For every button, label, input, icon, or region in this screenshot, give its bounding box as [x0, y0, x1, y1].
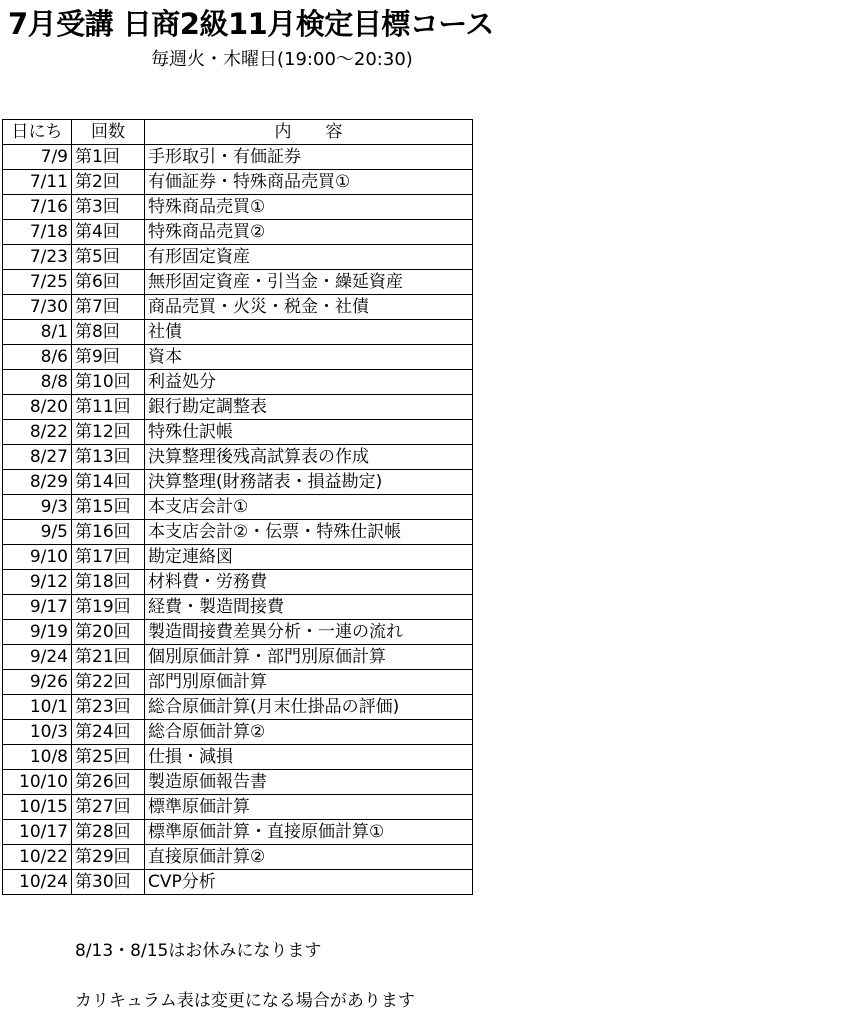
session-cell: 第16回: [72, 520, 145, 545]
table-row: [3, 370, 473, 395]
schedule-subtitle: 毎週火・木曜日(19:00～20:30): [151, 49, 413, 70]
content-cell: 資本: [145, 345, 473, 370]
table-row: [3, 745, 473, 770]
date-cell: 8/6: [3, 345, 72, 370]
session-cell: 第13回: [72, 445, 145, 470]
content-cell: 製造原価報告書: [145, 770, 473, 795]
table-row: [3, 195, 473, 220]
table-body: [3, 145, 473, 895]
session-cell: 第27回: [72, 795, 145, 820]
column-header-content: 内 容: [145, 120, 473, 145]
session-cell: 第6回: [72, 270, 145, 295]
session-cell: 第14回: [72, 470, 145, 495]
date-cell: 10/22: [3, 845, 72, 870]
session-cell: 第15回: [72, 495, 145, 520]
session-cell: 第30回: [72, 870, 145, 895]
table-header-row: [3, 120, 473, 145]
content-cell: 特殊商品売買②: [145, 220, 473, 245]
date-cell: 9/10: [3, 545, 72, 570]
date-cell: 8/20: [3, 395, 72, 420]
date-cell: 8/27: [3, 445, 72, 470]
table-row: [3, 520, 473, 545]
table-row: [3, 870, 473, 895]
session-cell: 第29回: [72, 845, 145, 870]
table-row: [3, 395, 473, 420]
session-cell: 第4回: [72, 220, 145, 245]
content-cell: 経費・製造間接費: [145, 595, 473, 620]
content-cell: 社債: [145, 320, 473, 345]
date-cell: 10/15: [3, 795, 72, 820]
table-row: [3, 345, 473, 370]
session-cell: 第12回: [72, 420, 145, 445]
page-title: 7月受講 日商2級11月検定目標コース: [8, 7, 494, 41]
table-row: [3, 620, 473, 645]
date-cell: 9/12: [3, 570, 72, 595]
table-row: [3, 770, 473, 795]
content-cell: 部門別原価計算: [145, 670, 473, 695]
content-cell: 商品売買・火災・税金・社債: [145, 295, 473, 320]
table-row: [3, 595, 473, 620]
content-cell: 標準原価計算・直接原価計算①: [145, 820, 473, 845]
content-cell: 有価証券・特殊商品売買①: [145, 170, 473, 195]
date-cell: 9/5: [3, 520, 72, 545]
date-cell: 7/25: [3, 270, 72, 295]
table-row: [3, 720, 473, 745]
content-cell: 直接原価計算②: [145, 845, 473, 870]
table-row: [3, 570, 473, 595]
table-row: [3, 645, 473, 670]
table-row: [3, 670, 473, 695]
content-cell: 決算整理後残高試算表の作成: [145, 445, 473, 470]
date-cell: 7/9: [3, 145, 72, 170]
table-row: [3, 170, 473, 195]
table-row: [3, 320, 473, 345]
content-cell: 特殊商品売買①: [145, 195, 473, 220]
table-row: [3, 820, 473, 845]
date-cell: 7/18: [3, 220, 72, 245]
session-cell: 第19回: [72, 595, 145, 620]
session-cell: 第17回: [72, 545, 145, 570]
date-cell: 7/30: [3, 295, 72, 320]
date-cell: 7/11: [3, 170, 72, 195]
holiday-note: 8/13・8/15はお休みになります: [75, 941, 322, 961]
session-cell: 第20回: [72, 620, 145, 645]
content-cell: 製造間接費差異分析・一連の流れ: [145, 620, 473, 645]
change-note: カリキュラム表は変更になる場合があります: [75, 991, 415, 1011]
content-cell: 材料費・労務費: [145, 570, 473, 595]
table-row: [3, 220, 473, 245]
date-cell: 10/3: [3, 720, 72, 745]
session-cell: 第5回: [72, 245, 145, 270]
column-header-session: 回数: [72, 120, 145, 145]
content-cell: 個別原価計算・部門別原価計算: [145, 645, 473, 670]
curriculum-table: [2, 119, 473, 895]
table-row: [3, 445, 473, 470]
table-row: [3, 795, 473, 820]
content-cell: 有形固定資産: [145, 245, 473, 270]
content-cell: 無形固定資産・引当金・繰延資産: [145, 270, 473, 295]
date-cell: 9/17: [3, 595, 72, 620]
session-cell: 第25回: [72, 745, 145, 770]
session-cell: 第2回: [72, 170, 145, 195]
table-row: [3, 145, 473, 170]
content-cell: 標準原価計算: [145, 795, 473, 820]
session-cell: 第23回: [72, 695, 145, 720]
table-row: [3, 245, 473, 270]
date-cell: 10/24: [3, 870, 72, 895]
column-header-date: 日にち: [3, 120, 72, 145]
date-cell: 9/26: [3, 670, 72, 695]
date-cell: 10/1: [3, 695, 72, 720]
date-cell: 9/24: [3, 645, 72, 670]
session-cell: 第8回: [72, 320, 145, 345]
session-cell: 第3回: [72, 195, 145, 220]
date-cell: 8/8: [3, 370, 72, 395]
date-cell: 10/17: [3, 820, 72, 845]
session-cell: 第24回: [72, 720, 145, 745]
date-cell: 7/23: [3, 245, 72, 270]
table-row: [3, 270, 473, 295]
session-cell: 第18回: [72, 570, 145, 595]
content-cell: 総合原価計算(月末仕掛品の評価): [145, 695, 473, 720]
session-cell: 第11回: [72, 395, 145, 420]
session-cell: 第22回: [72, 670, 145, 695]
session-cell: 第1回: [72, 145, 145, 170]
table-row: [3, 695, 473, 720]
session-cell: 第21回: [72, 645, 145, 670]
content-cell: 手形取引・有価証券: [145, 145, 473, 170]
table-row: [3, 495, 473, 520]
table-row: [3, 545, 473, 570]
content-cell: 本支店会計①: [145, 495, 473, 520]
date-cell: 9/3: [3, 495, 72, 520]
date-cell: 7/16: [3, 195, 72, 220]
content-cell: CVP分析: [145, 870, 473, 895]
date-cell: 10/10: [3, 770, 72, 795]
date-cell: 8/29: [3, 470, 72, 495]
table-row: [3, 470, 473, 495]
table-row: [3, 295, 473, 320]
content-cell: 総合原価計算②: [145, 720, 473, 745]
session-cell: 第26回: [72, 770, 145, 795]
date-cell: 8/1: [3, 320, 72, 345]
date-cell: 8/22: [3, 420, 72, 445]
session-cell: 第9回: [72, 345, 145, 370]
content-cell: 仕損・減損: [145, 745, 473, 770]
session-cell: 第7回: [72, 295, 145, 320]
table-row: [3, 420, 473, 445]
date-cell: 10/8: [3, 745, 72, 770]
content-cell: 銀行勘定調整表: [145, 395, 473, 420]
session-cell: 第28回: [72, 820, 145, 845]
content-cell: 特殊仕訳帳: [145, 420, 473, 445]
content-cell: 本支店会計②・伝票・特殊仕訳帳: [145, 520, 473, 545]
date-cell: 9/19: [3, 620, 72, 645]
content-cell: 決算整理(財務諸表・損益勘定): [145, 470, 473, 495]
content-cell: 勘定連絡図: [145, 545, 473, 570]
content-cell: 利益処分: [145, 370, 473, 395]
table-row: [3, 845, 473, 870]
session-cell: 第10回: [72, 370, 145, 395]
